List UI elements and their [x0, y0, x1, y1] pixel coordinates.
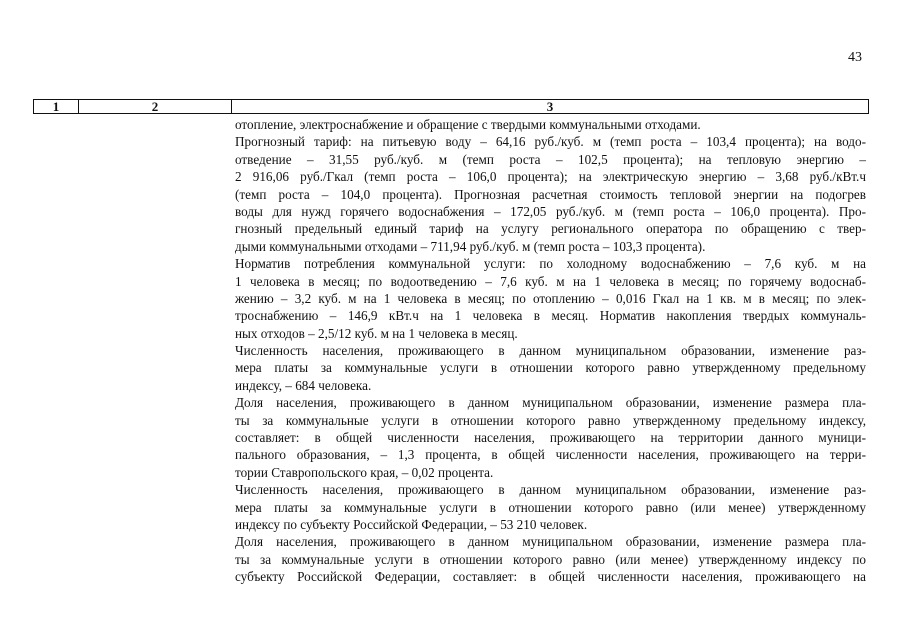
text-line: 1 человека в месяц; по водоотведению – 7,6 куб. м на 1 человека в месяц; по горячему водоснаб-	[235, 273, 866, 289]
page-number: 43	[848, 50, 862, 65]
text-line: дыми коммунальными отходами – 711,94 руб./куб. м (темп роста – 103,3 процента).	[235, 238, 706, 254]
text-line: составляет: в общей численности населения, проживающего на территории данного муници-	[235, 430, 866, 446]
text-line: Доля населения, проживающего в данном муниципальном образовании, изменение размера пла-	[235, 395, 866, 411]
column-header-1: 1	[34, 100, 79, 113]
text-line: ты за коммунальные услуги в отношении которого равно утвержденному предельному индексу,	[235, 412, 866, 428]
column-header-2: 2	[79, 100, 232, 113]
text-line: отведение – 31,55 руб./куб. м (темп роста – 102,5 процента); на тепловую энергию –	[235, 151, 866, 167]
text-line: Норматив потребления коммунальной услуги: по холодному водоснабжению – 7,6 куб. м на	[235, 256, 866, 272]
text-line: жению – 3,2 куб. м на 1 человека в месяц; по отоплению – 0,016 Гкал на 1 кв. м в месяц; по элек-	[235, 290, 866, 306]
text-line: Численность населения, проживающего в данном муниципальном образовании, изменение раз-	[235, 343, 866, 359]
text-line: мера платы за коммунальные услуги в отношении которого равно (или менее) утвержденному	[235, 499, 866, 515]
text-line: 2 916,06 руб./Гкал (темп роста – 106,0 процента); на электрическую энергию – 3,68 руб./кВт.ч	[235, 169, 866, 185]
text-line: Численность населения, проживающего в данном муниципальном образовании, изменение раз-	[235, 482, 866, 498]
text-line: Прогнозный тариф: на питьевую воду – 64,16 руб./куб. м (темп роста – 103,4 процента); на водо-	[235, 134, 866, 150]
text-line: мера платы за коммунальные услуги в отношении которого равно утвержденному предельному	[235, 360, 866, 376]
text-line: ных отходов – 2,5/12 куб. м на 1 человека в месяц.	[235, 325, 518, 341]
column-header-3: 3	[546, 99, 554, 114]
text-line: (темп роста – 104,0 процента). Прогнозная расчетная стоимость тепловой энергии на подогрев	[235, 186, 866, 202]
text-line: воды для нужд горячего водоснабжения – 172,05 руб./куб. м (темп роста – 106,0 процента). Про-	[235, 203, 866, 219]
text-line: пального образования, – 1,3 процента, в общей численности населения, проживающего на терри-	[235, 447, 866, 463]
text-line: троснабжению – 146,9 кВт.ч на 1 человека в месяц. Норматив накопления твердых коммуналь-	[235, 308, 866, 324]
text-line: тории Ставропольского края, – 0,02 процента.	[235, 464, 494, 480]
column-number-header-row	[33, 99, 869, 114]
text-line: Доля населения, проживающего в данном муниципальном образовании, изменение размера пла-	[235, 534, 866, 550]
text-line: индексу, – 684 человека.	[235, 377, 372, 393]
text-line: индексу по субъекту Российской Федерации, – 53 210 человек.	[235, 516, 588, 532]
text-line: гнозный предельный единый тариф на услугу регионального оператора по обращению с твер-	[235, 221, 866, 237]
column-3-body-text	[235, 116, 866, 586]
text-line: ты за коммунальные услуги в отношении которого равно (или менее) утвержденному индексу по	[235, 551, 866, 567]
text-line: отопление, электроснабжение и обращение с твердыми коммунальными отходами.	[235, 117, 701, 132]
text-line: субъекту Российской Федерации, составляет: в общей численности населения, проживающего на	[235, 569, 866, 585]
